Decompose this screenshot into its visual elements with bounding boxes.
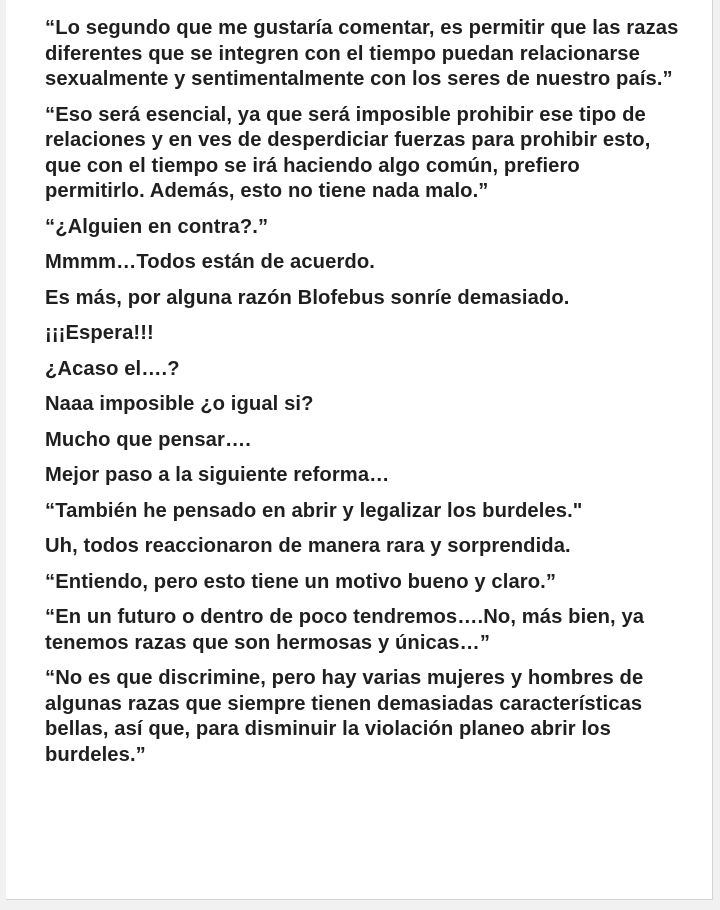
- document-body: [45, 16, 685, 778]
- paragraph: Mucho que pensar….: [45, 428, 251, 451]
- paragraph: “¿Alguien en contra?.”: [45, 215, 269, 238]
- paragraph: ¡¡¡Espera!!!: [45, 322, 154, 344]
- paragraph: Es más, por alguna razón Blofebus sonríe demasiado.: [45, 286, 570, 309]
- document-page: [6, 0, 713, 900]
- paragraph: “No es que discrimine, pero hay varias mujeres y hombres de algunas razas que siempre tienen demasiadas características bellas, así que, para disminuir la violación planeo abrir los burdeles.”: [45, 667, 644, 766]
- paragraph: Mejor paso a la siguiente reforma…: [45, 464, 390, 486]
- paragraph: “Lo segundo que me gustaría comentar, es permitir que las razas diferentes que se integren con el tiempo puedan relacionarse sexualmente y sentimentalmente con los seres de nuestro país.”: [45, 17, 679, 90]
- paragraph: “En un futuro o dentro de poco tendremos….No, más bien, ya tenemos razas que son hermosas y únicas…”: [45, 606, 645, 654]
- paragraph: “Eso será esencial, ya que será imposible prohibir ese tipo de relaciones y en ves de desperdiciar fuerzas para prohibir esto, que con el tiempo se irá haciendo algo común, prefiero permitirlo. Además, esto no tiene nada malo.”: [45, 103, 651, 202]
- paragraph: “También he pensado en abrir y legalizar los burdeles.": [45, 499, 583, 522]
- paragraph: Mmmm…Todos están de acuerdo.: [45, 251, 375, 273]
- paragraph: “Entiendo, pero esto tiene un motivo bueno y claro.”: [45, 570, 557, 593]
- paragraph: ¿Acaso el….?: [45, 357, 180, 380]
- paragraph: Naaa imposible ¿o igual si?: [45, 393, 314, 415]
- paragraph: Uh, todos reaccionaron de manera rara y sorprendida.: [45, 535, 571, 557]
